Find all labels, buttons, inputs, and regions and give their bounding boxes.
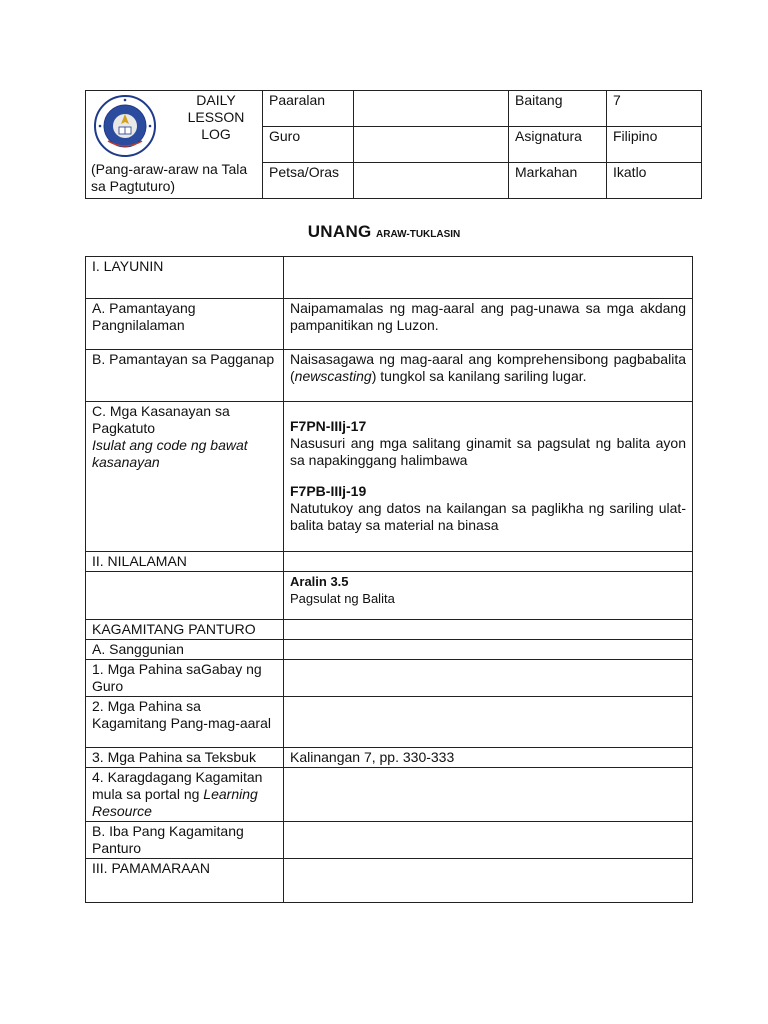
label-petsa-oras: Petsa/Oras (263, 163, 354, 199)
pagganap-text-1: Naisasagawa ng mag-aaral ang komprehensibong pagbabalita ( (290, 351, 686, 384)
title-line-1: DAILY (196, 92, 236, 108)
value-petsa-oras (354, 163, 509, 199)
label-asignatura: Asignatura (509, 127, 607, 163)
table-row (86, 350, 693, 402)
nilalaman-value (284, 552, 693, 572)
aralin-title: Pagsulat ng Balita (290, 591, 395, 606)
sanggunian-label: A. Sanggunian (86, 640, 284, 660)
value-baitang: 7 (607, 91, 702, 127)
kasanayan-label-cell (86, 402, 284, 552)
deped-seal-icon (94, 95, 156, 157)
table-row (86, 572, 693, 620)
pamamaraan-label: III. PAMAMARAAN (86, 859, 284, 903)
pagganap-label: B. Pamantayan sa Pagganap (86, 350, 284, 402)
header-logo-cell (86, 91, 263, 199)
kasanayan-note: Isulat ang code ng bawat kasanayan (92, 437, 248, 470)
label-guro: Guro (263, 127, 354, 163)
title-big: UNANG (307, 222, 372, 241)
table-row (86, 402, 693, 552)
code-f7pb: F7PB-IIIj-19 (290, 483, 367, 499)
pagganap-italic: newscasting (294, 368, 372, 384)
sanggunian-value (284, 640, 693, 660)
aralin-cell (284, 572, 693, 620)
kagamitan-label: KAGAMITANG PANTURO (86, 620, 284, 640)
table-row (86, 748, 693, 768)
code-f7pn-text: Nasusuri ang mga salitang ginamit sa pagsulat ng balita ayon sa napakinggang halimbawa (290, 435, 686, 468)
table-row (86, 697, 693, 748)
table-row (86, 257, 693, 299)
table-row (86, 859, 693, 903)
teksbuk-value: Kalinangan 7, pp. 330-333 (284, 748, 693, 768)
value-markahan: Ikatlo (607, 163, 702, 199)
kagamitang-mag-aaral-value (284, 697, 693, 748)
karagdagang-value (284, 768, 693, 822)
table-row (86, 299, 693, 350)
lesson-table (85, 256, 693, 903)
table-row (86, 552, 693, 572)
gabay-label: 1. Mga Pahina saGabay ng Guro (86, 660, 284, 697)
page-title (0, 222, 768, 242)
table-row (86, 640, 693, 660)
table-row (86, 822, 693, 859)
daily-lesson-log-subtitle: (Pang-araw-araw na Tala sa Pagtuturo) (91, 161, 248, 194)
pagganap-value (284, 350, 693, 402)
value-guro (354, 127, 509, 163)
aralin-number: Aralin 3.5 (290, 574, 349, 589)
value-asignatura: Filipino (607, 127, 702, 163)
value-paaralan (354, 91, 509, 127)
pamantayang-value: Naipamamalas ng mag-aaral ang pag-unawa sa mga akdang pampanitikan ng Luzon. (284, 299, 693, 350)
pamamaraan-value (284, 859, 693, 903)
iba-pang-value (284, 822, 693, 859)
gabay-value (284, 660, 693, 697)
karagdagang-label (86, 768, 284, 822)
label-markahan: Markahan (509, 163, 607, 199)
code-f7pn: F7PN-IIIj-17 (290, 418, 367, 434)
label-paaralan: Paaralan (263, 91, 354, 127)
kasanayan-value (284, 402, 693, 552)
karagdagang-text: 4. Karagdagang Kagamitan mula sa portal ng (92, 769, 263, 802)
kasanayan-label: C. Mga Kasanayan sa Pagkatuto (92, 403, 230, 436)
pamantayang-label: A. Pamantayang Pangnilalaman (86, 299, 284, 350)
header-table (85, 90, 702, 199)
pagganap-text-2: ) tungkol sa kanilang sariling lugar. (371, 368, 587, 384)
table-row (86, 768, 693, 822)
title-line-3: LOG (201, 126, 231, 142)
iba-pang-label: B. Iba Pang Kagamitang Panturo (86, 822, 284, 859)
layunin-value (284, 257, 693, 299)
kagamitang-mag-aaral-label: 2. Mga Pahina sa Kagamitang Pang-mag-aaral (86, 697, 284, 748)
table-row (86, 660, 693, 697)
title-small: ARAW-TUKLASIN (376, 229, 461, 240)
aralin-label-cell (86, 572, 284, 620)
daily-lesson-log-title (170, 92, 262, 143)
teksbuk-label: 3. Mga Pahina sa Teksbuk (86, 748, 284, 768)
layunin-label: I. LAYUNIN (86, 257, 284, 299)
title-line-2: LESSON (187, 109, 245, 125)
code-f7pb-text: Natutukoy ang datos na kailangan sa paglikha ng sariling ulat-balita batay sa material na binasa (290, 500, 686, 533)
kagamitan-value (284, 620, 693, 640)
table-row (86, 620, 693, 640)
karagdagang-italic: Learning Resource (92, 786, 258, 819)
label-baitang: Baitang (509, 91, 607, 127)
nilalaman-label: II. NILALAMAN (86, 552, 284, 572)
